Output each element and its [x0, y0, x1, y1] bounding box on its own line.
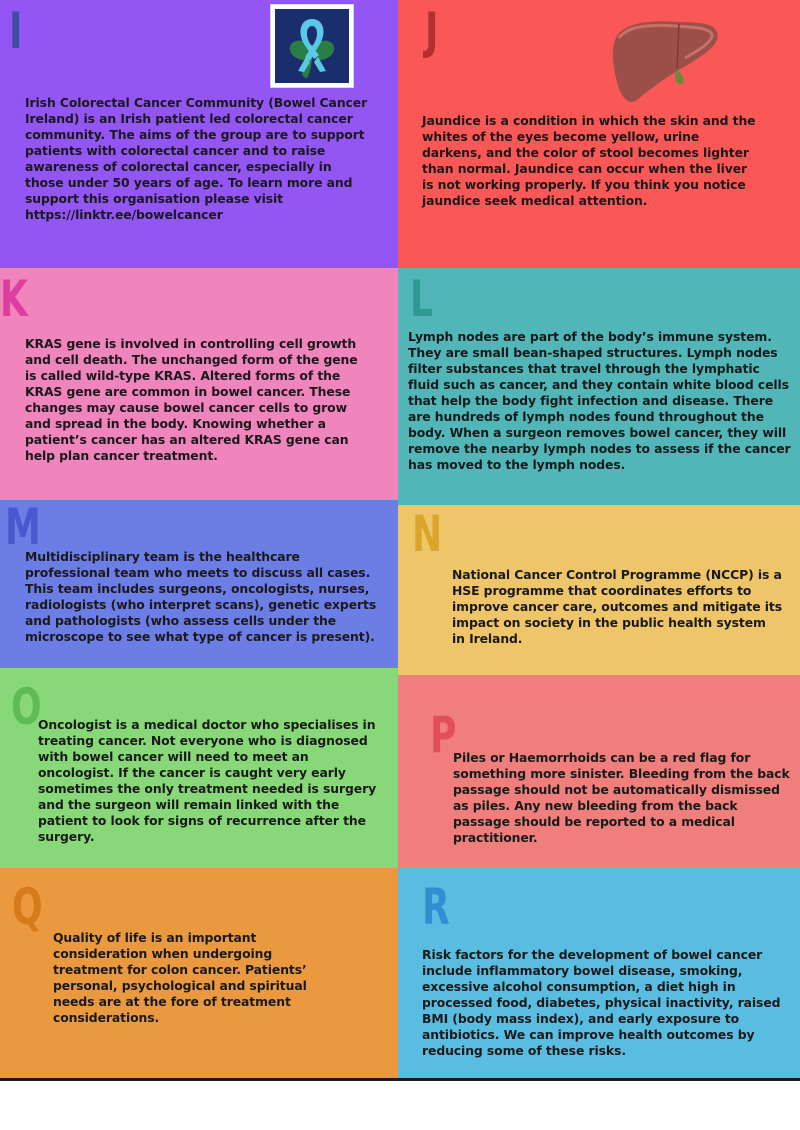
tile-letter: K [0, 270, 28, 328]
tile-k [0, 268, 398, 500]
tile-text: Jaundice is a condition in which the skin and the whites of the eyes become yellow, urine darkens, and the color of stool becomes lighter than normal. Jaundice can occur when the liver is not working properly. If you think you notice jaundice seek medical attention. [422, 113, 756, 208]
tile-text: Irish Colorectal Cancer Community (Bowel Cancer Ireland) is an Irish patient led colorectal cancer community. The aims of the group are to support patients with colorectal cancer and to raise awareness of colorectal cancer, especially in those under 50 years of age. To learn more and support this organisation please visit https://linktr.ee/bowelcancer [25, 95, 368, 222]
tile-text: Quality of life is an important consideration when undergoing treatment for colon cancer. Patients’ personal, psychological and spiritual needs are at the fore of treatment considerations. [53, 930, 307, 1025]
tile-letter: Q [12, 878, 43, 936]
tile-r [398, 868, 800, 1078]
tile-letter: R [422, 878, 450, 936]
tile-letter: P [430, 706, 457, 764]
tile-l [398, 268, 800, 505]
tile-text: Risk factors for the development of bowel cancer include inflammatory bowel disease, smoking, excessive alcohol consumption, a diet high in processed food, diabetes, physical inactivity, raised BMI (body mass index), and early exposure to antibiotics. We can improve health outcomes by reducing some of these risks. [422, 947, 781, 1058]
tile-letter: N [412, 505, 443, 563]
tile-text: Multidisciplinary team is the healthcare professional team who meets to discuss all cases. This team includes surgeons, oncologists, nurses, radiologists (who interpret scans), genetic experts and pathologists (who assess cells under the microscope to see what type of cancer is present). [25, 549, 377, 644]
tile-letter: M [5, 500, 41, 556]
tile-o [0, 668, 398, 868]
bottom-rule [0, 1078, 800, 1081]
tile-letter: O [11, 678, 42, 736]
tile-text: Piles or Haemorrhoids can be a red flag for something more sinister. Bleeding from the back passage should not be automatically dismissed as piles. Any new bleeding from the back passage should be reported to a medical practitioner. [453, 750, 790, 845]
logo-icon [270, 4, 354, 88]
tile-letter: L [410, 270, 433, 328]
tile-i [0, 0, 398, 268]
tile-n [398, 505, 800, 675]
tile-m [0, 500, 398, 668]
tile-text: KRAS gene is involved in controlling cell growth and cell death. The unchanged form of the gene is called wild-type KRAS. Altered forms of the KRAS gene are common in bowel cancer. These changes may cause bowel cancer cells to grow and spread in the body. Knowing whether a patient’s cancer has an altered KRAS gene can help plan cancer treatment. [25, 336, 358, 463]
liver-icon [609, 12, 721, 106]
tile-p [398, 675, 800, 868]
tile-text: Lymph nodes are part of the body’s immune system. They are small bean-shaped structures. Lymph nodes filter substances that travel through the lymphatic fluid such as cancer, and they contain white blood cells that help the body fight infection and disease. There are hundreds of lymph nodes found throughout the body. When a surgeon removes bowel cancer, they will remove the nearby lymph nodes to assess if the cancer has moved to the lymph nodes. [408, 329, 791, 472]
tile-text: National Cancer Control Programme (NCCP) is a HSE programme that coordinates efforts to improve cancer care, outcomes and mitigate its impact on society in the public health system in Ireland. [452, 567, 783, 646]
tile-q [0, 868, 398, 1078]
tile-letter: J [425, 2, 439, 60]
tile-letter: I [9, 2, 23, 60]
tile-text: Oncologist is a medical doctor who specialises in treating cancer. Not everyone who is diagnosed with bowel cancer will need to meet an oncologist. If the cancer is caught very early sometimes the only treatment needed is surgery and the surgeon will remain linked with the patient to look for signs of recurrence after the surgery. [38, 717, 377, 844]
tile-j [398, 0, 800, 268]
